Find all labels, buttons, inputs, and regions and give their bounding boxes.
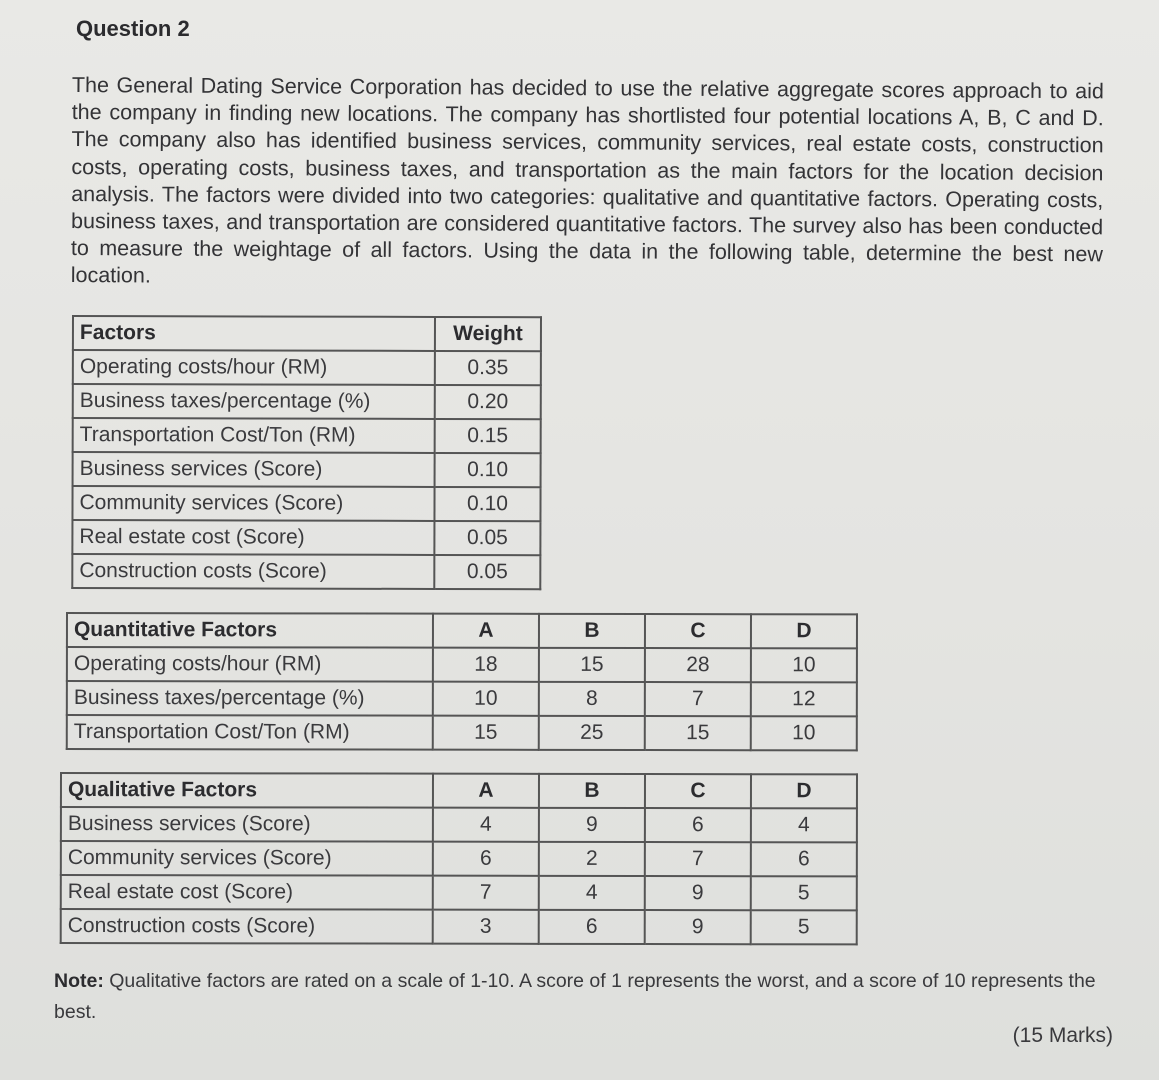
value-cell-a: 18 bbox=[433, 648, 539, 682]
factor-cell: Construction costs (Score) bbox=[61, 909, 433, 944]
factor-cell: Community services (Score) bbox=[61, 841, 433, 876]
factor-cell: Business services (Score) bbox=[61, 807, 433, 842]
header-weight: Weight bbox=[435, 317, 541, 351]
table-row bbox=[61, 807, 857, 842]
factor-cell: Community services (Score) bbox=[72, 486, 434, 521]
table-row bbox=[73, 384, 541, 419]
qualitative-factors-table bbox=[60, 772, 858, 945]
factor-cell: Real estate cost (Score) bbox=[72, 520, 434, 555]
factor-cell: Operating costs/hour (RM) bbox=[73, 350, 435, 385]
weight-cell: 0.35 bbox=[435, 351, 541, 385]
value-cell-d: 5 bbox=[751, 876, 857, 910]
weight-cell: 0.15 bbox=[435, 419, 541, 453]
value-cell-a: 4 bbox=[433, 808, 539, 842]
factor-cell: Operating costs/hour (RM) bbox=[67, 647, 433, 682]
value-cell-a: 10 bbox=[433, 682, 539, 716]
table-row bbox=[73, 350, 541, 385]
table-row bbox=[61, 875, 857, 910]
value-cell-d: 4 bbox=[751, 808, 857, 842]
value-cell-c: 7 bbox=[645, 842, 751, 876]
header-location-a: A bbox=[433, 614, 539, 648]
value-cell-a: 15 bbox=[433, 716, 539, 750]
weight-cell: 0.10 bbox=[434, 487, 540, 521]
header-location-c: C bbox=[645, 614, 751, 648]
weight-cell: 0.05 bbox=[434, 555, 540, 589]
table-row bbox=[61, 841, 857, 876]
table-row bbox=[73, 452, 541, 487]
weights-table bbox=[71, 315, 542, 590]
table-row bbox=[67, 647, 857, 682]
value-cell-b: 9 bbox=[539, 808, 645, 842]
table-row bbox=[72, 520, 540, 555]
table-row bbox=[73, 418, 541, 453]
value-cell-a: 3 bbox=[433, 910, 539, 944]
note-text: Qualitative factors are rated on a scale of 1-10. A score of 1 represents the worst, and a score of 10 represents the best. bbox=[54, 970, 1096, 1023]
weight-cell: 0.05 bbox=[434, 521, 540, 555]
table-row bbox=[67, 681, 857, 716]
table-row bbox=[72, 554, 540, 589]
factor-cell: Transportation Cost/Ton (RM) bbox=[73, 418, 435, 453]
value-cell-c: 9 bbox=[645, 876, 751, 910]
value-cell-b: 2 bbox=[539, 842, 645, 876]
value-cell-c: 28 bbox=[645, 648, 751, 682]
factor-cell: Business taxes/percentage (%) bbox=[73, 384, 435, 419]
table-row bbox=[72, 486, 540, 521]
weight-cell: 0.20 bbox=[435, 385, 541, 419]
factor-cell: Business taxes/percentage (%) bbox=[67, 681, 433, 716]
factor-cell: Transportation Cost/Ton (RM) bbox=[67, 715, 433, 750]
value-cell-b: 8 bbox=[539, 682, 645, 716]
question-title: Question 2 bbox=[76, 16, 190, 41]
value-cell-d: 6 bbox=[751, 842, 857, 876]
factor-cell: Business services (Score) bbox=[73, 452, 435, 487]
header-location-b: B bbox=[539, 614, 645, 648]
header-location-c: C bbox=[645, 774, 751, 808]
question-intro: The General Dating Service Corporation has decided to use the relative aggregate scores approach to aid the company in finding new locations. The company has shortlisted four potential locations A, B, C and D. The company also has identified business services, community services, real estate costs, construction costs, operating costs, business taxes, and transportation as the main factors for the location decision analysis. The factors were divided into two categories: qualitative and quantitative factors. Operating costs, business taxes, and transportation are considered quantitative factors. The survey also has been conducted to measure the weightage of all factors. Using the data in the following table, determine the best new location. bbox=[70, 72, 1104, 288]
header-location-b: B bbox=[539, 774, 645, 808]
factor-cell: Real estate cost (Score) bbox=[61, 875, 433, 910]
table-header-row bbox=[73, 316, 541, 351]
value-cell-d: 12 bbox=[751, 682, 857, 716]
value-cell-a: 6 bbox=[433, 842, 539, 876]
weight-cell: 0.10 bbox=[435, 453, 541, 487]
value-cell-b: 15 bbox=[539, 648, 645, 682]
quantitative-factors-table bbox=[66, 612, 858, 751]
header-quantitative-factors: Quantitative Factors bbox=[67, 613, 433, 648]
header-location-a: A bbox=[433, 774, 539, 808]
header-factors: Factors bbox=[73, 316, 435, 351]
value-cell-a: 7 bbox=[433, 876, 539, 910]
value-cell-b: 25 bbox=[539, 716, 645, 750]
table-row bbox=[67, 715, 857, 750]
note-label: Note: bbox=[54, 970, 104, 992]
table-header-row bbox=[67, 613, 857, 648]
note bbox=[54, 966, 1114, 1028]
header-qualitative-factors: Qualitative Factors bbox=[61, 773, 433, 808]
header-location-d: D bbox=[751, 614, 857, 648]
value-cell-b: 4 bbox=[539, 876, 645, 910]
factor-cell: Construction costs (Score) bbox=[72, 554, 434, 589]
value-cell-c: 7 bbox=[645, 682, 751, 716]
value-cell-d: 5 bbox=[751, 910, 857, 944]
header-location-d: D bbox=[751, 774, 857, 808]
table-header-row bbox=[61, 773, 857, 808]
value-cell-c: 6 bbox=[645, 808, 751, 842]
table-row bbox=[61, 909, 857, 944]
value-cell-d: 10 bbox=[751, 648, 857, 682]
value-cell-c: 9 bbox=[645, 910, 751, 944]
marks-label: (15 Marks) bbox=[1012, 1024, 1113, 1047]
value-cell-d: 10 bbox=[751, 716, 857, 750]
value-cell-b: 6 bbox=[539, 910, 645, 944]
value-cell-c: 15 bbox=[645, 716, 751, 750]
